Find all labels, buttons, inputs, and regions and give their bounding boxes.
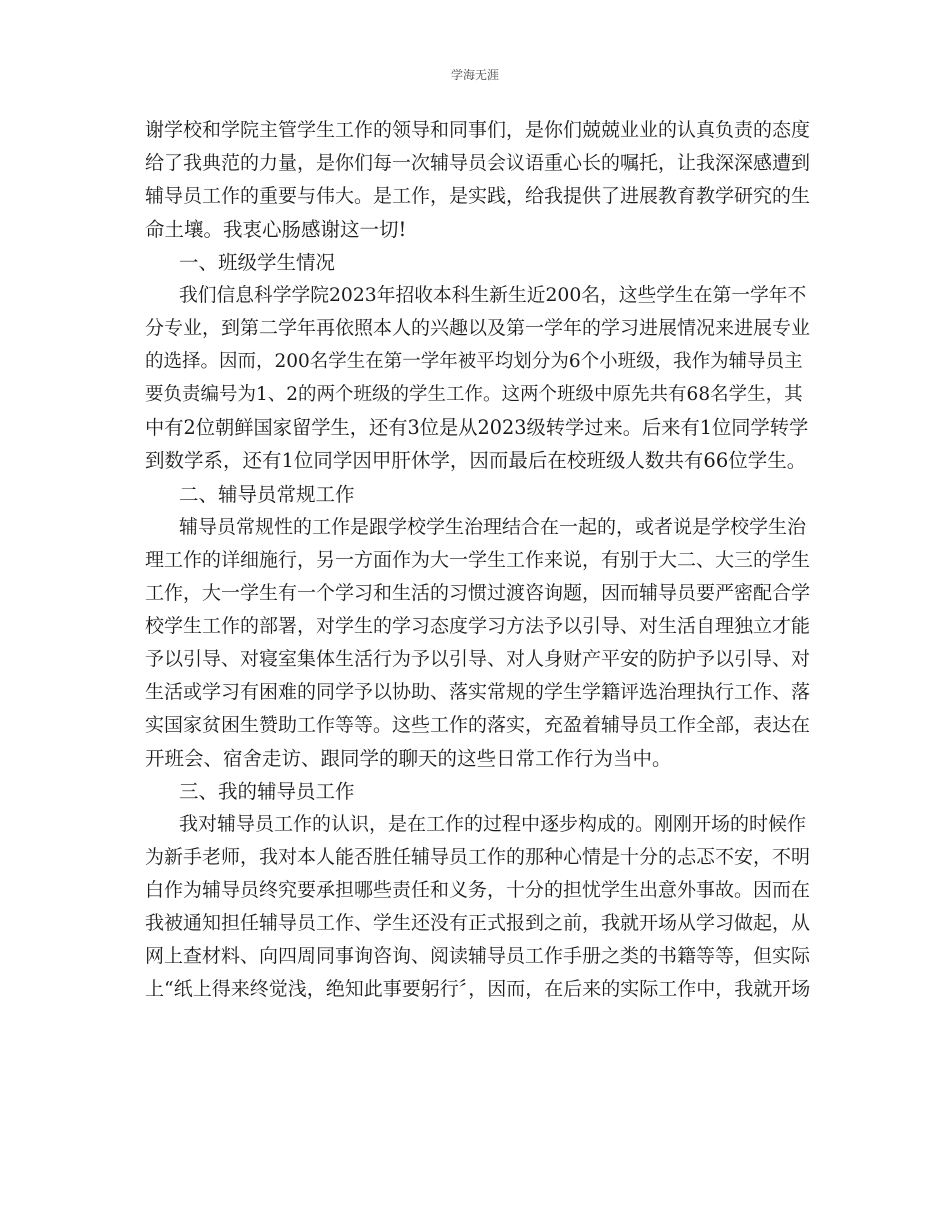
text-line: 上“纸上得来终觉浅，绝知此事要躬行〞，因而，在后来的实际工作中，我就开场 (145, 978, 811, 1001)
text-line: 我们信息科学学院2023年招收本科生新生近200名，这些学生在第一学年不 (179, 285, 807, 307)
text-line: 我对辅导员工作的认识，是在工作的过程中逐步构成的。刚刚开场的时候作 (179, 812, 807, 835)
text-line: 到数学系，还有1位同学因甲肝休学，因而最后在校班级人数共有66位学生。 (145, 449, 807, 473)
text-line: 生活或学习有困难的同学予以协助、落实常规的学生学籍评选治理执行工作、落 (145, 680, 811, 703)
text-line: 给了我典范的力量，是你们每一次辅导员会议语重心长的嘱托，让我深深感遭到 (145, 152, 811, 175)
text-line: 命土壤。我衷心肠感谢这一切! (145, 218, 407, 242)
text-line: 予以引导、对寝室集体生活行为予以引导、对人身财产平安的防护予以引导、对 (145, 647, 811, 670)
text-line: 分专业，到第二学年再依照本人的兴趣以及第一学年的学习进展情况来进展专业 (145, 317, 811, 340)
text-line: 的选择。因而，200名学生在第一学年被平均划分为6个小班级，我作为辅导员主 (145, 351, 803, 373)
text-line: 要负责编号为1、2的两个班级的学生工作。这两个班级中原先共有68名学生，其 (145, 384, 803, 406)
text-line: 二、辅导员常规工作 (179, 482, 355, 506)
text-line: 我被通知担任辅导员工作、学生还没有正式报到之前，我就开场从学习做起，从 (145, 912, 811, 935)
text-line: 一、班级学生情况 (179, 251, 336, 275)
text-line: 中有2位朝鲜国家留学生，还有3位是从2023级转学过来。后来有1位同学转学 (145, 416, 809, 440)
text-line: 网上查材料、向四周同事询咨询、阅读辅导员工作手册之类的书籍等等，但实际 (145, 945, 811, 968)
text-line: 校学生工作的部署，对学生的学习态度学习方法予以引导、对生活自理独立才能 (145, 614, 811, 637)
text-line: 开班会、宿舍走访、跟同学的聊天的这些日常工作行为当中。 (145, 746, 672, 770)
document-body (145, 114, 810, 1006)
page-header: 学海无涯 (450, 68, 499, 82)
text-line: 工作，大一学生有一个学习和生活的习惯过渡咨询题，因而辅导员要严密配合学 (145, 581, 811, 604)
text-line: 辅导员常规性的工作是跟学校学生治理结合在一起的，或者说是学校学生治 (179, 515, 807, 538)
text-line: 理工作的详细施行，另一方面作为大一学生工作来说，有别于大二、大三的学生 (145, 548, 811, 571)
text-line: 三、我的辅导员工作 (179, 779, 355, 803)
text-line: 实国家贫困生赞助工作等等。这些工作的落实，充盈着辅导员工作全部，表达在 (145, 713, 811, 736)
text-line: 为新手老师，我对本人能否胜任辅导员工作的那种心情是十分的忐忑不安，不明 (145, 846, 811, 869)
text-line: 辅导员工作的重要与伟大。是工作，是实践，给我提供了进展教育教学研究的生 (145, 185, 811, 208)
text-line: 白作为辅导员终究要承担哪些责任和义务，十分的担忧学生出意外事故。因而在 (145, 879, 811, 902)
text-line: 谢学校和学院主管学生工作的领导和同事们，是你们兢兢业业的认真负责的态度 (145, 119, 811, 141)
